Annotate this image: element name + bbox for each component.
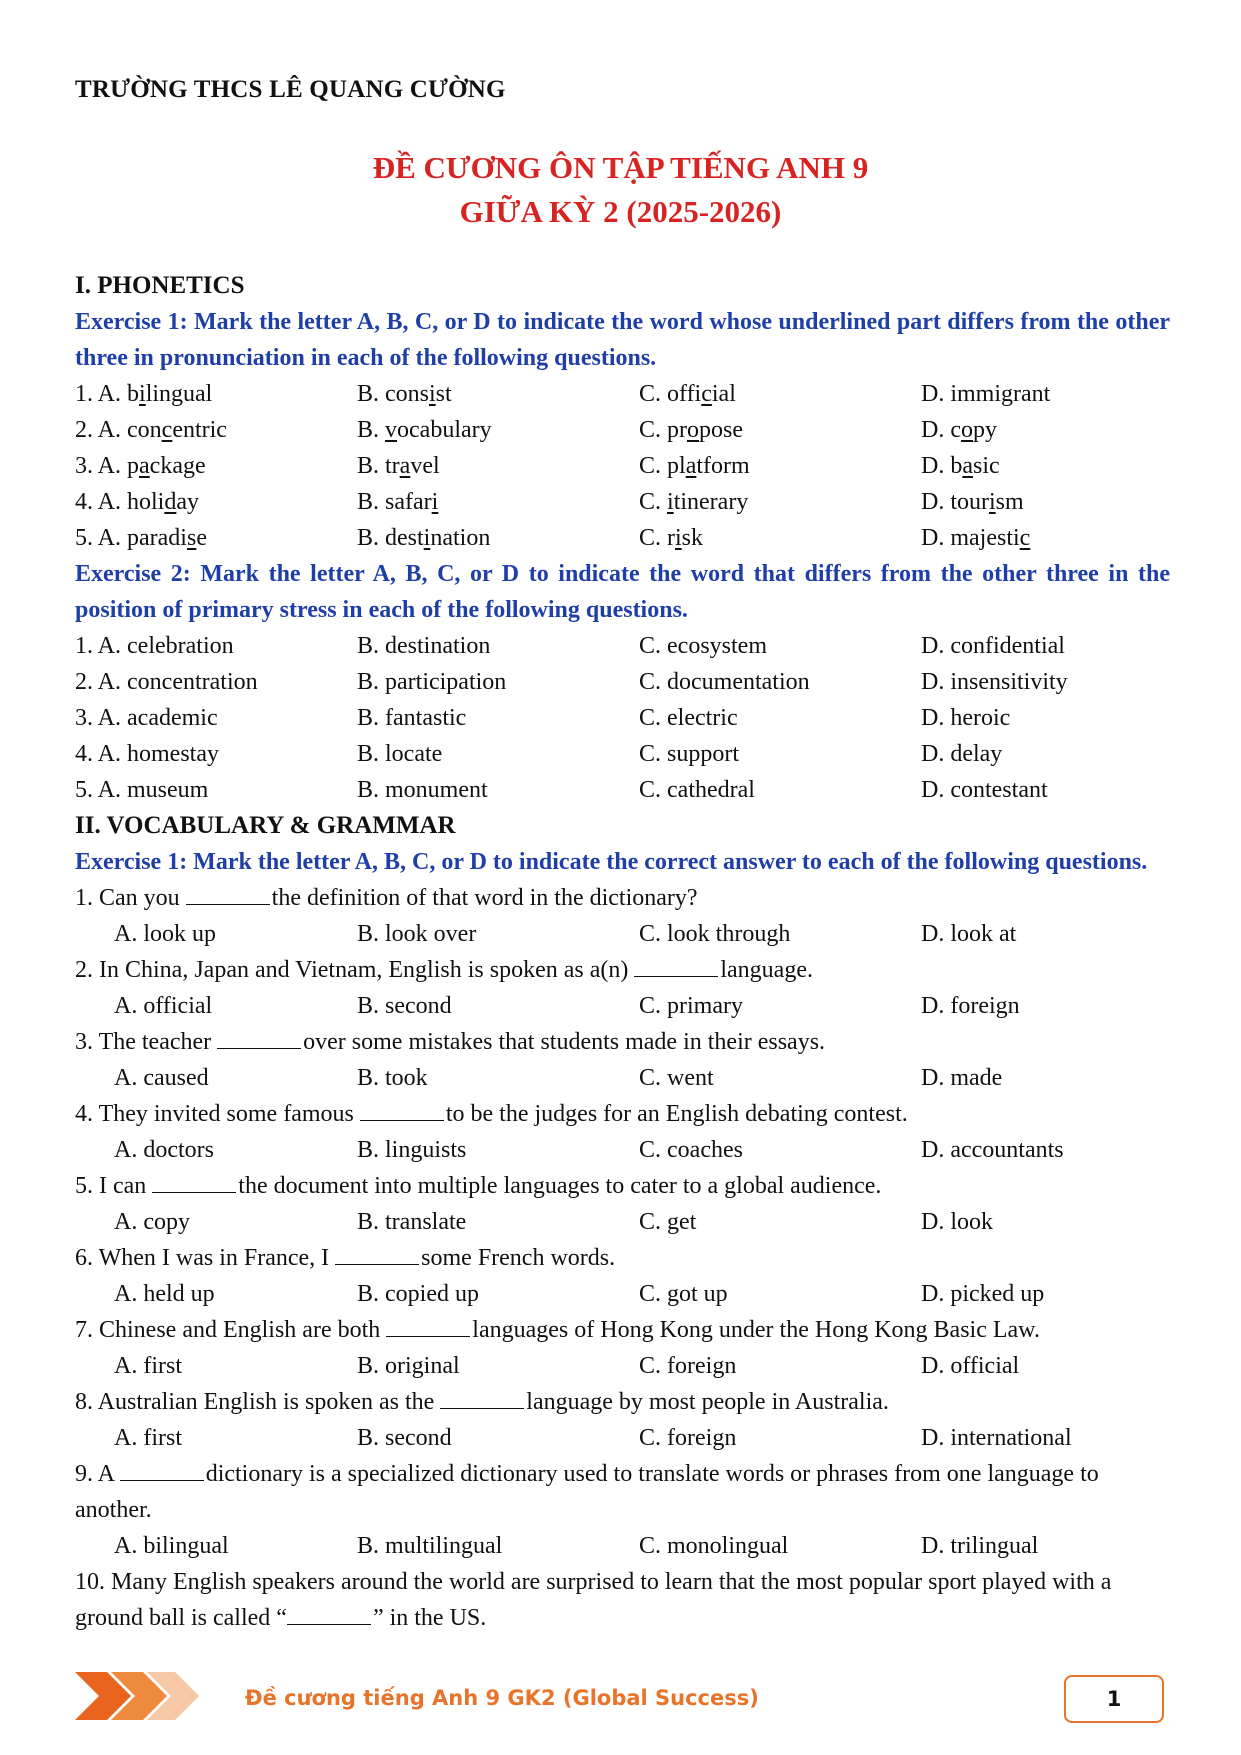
answer-option: B. safari	[357, 489, 439, 515]
vocab-questions	[75, 880, 1170, 1636]
exercise-1-instruction: Exercise 1: Mark the letter A, B, C, or D to indicate the word whose underlined part differs from the other three in pronunciation in each of the following questions.	[75, 309, 1170, 371]
question-text: 3. The teacher over some mistakes that students made in their essays.	[75, 1024, 1170, 1060]
answer-option: A. doctors	[114, 1137, 214, 1163]
answer-option: B. destination	[357, 525, 491, 551]
answer-option: C. support	[639, 741, 740, 767]
answer-option: A. first	[114, 1353, 182, 1379]
underlined-sound: g	[1001, 381, 1014, 407]
question-text: 4. They invited some famous to be the judges for an English debating contest.	[75, 1096, 1170, 1132]
question-row	[75, 376, 1170, 412]
options-row	[75, 1276, 1170, 1312]
answer-option: C. look through	[639, 921, 791, 947]
underlined-sound: i	[423, 525, 431, 551]
answer-option: C. monolingual	[639, 1533, 789, 1559]
options-row	[75, 988, 1170, 1024]
answer-option: B. vocabulary	[357, 417, 492, 443]
answer-option: B. look over	[357, 921, 477, 947]
phonetics-exercise-1	[75, 376, 1170, 556]
answer-option: D. delay	[921, 741, 1003, 767]
answer-option: A. copy	[114, 1209, 190, 1235]
answer-option: A. look up	[114, 921, 216, 947]
answer-option: B. took	[357, 1065, 428, 1091]
answer-option: C. got up	[639, 1281, 728, 1307]
question-row	[75, 412, 1170, 448]
answer-option: A. caused	[114, 1065, 209, 1091]
chevron-arrows-icon	[75, 1670, 215, 1722]
answer-option: C. official	[639, 381, 736, 407]
underlined-sound: a	[685, 453, 697, 479]
answer-option: B. copied up	[357, 1281, 479, 1307]
section-vocabulary-heading: II. VOCABULARY & GRAMMAR	[75, 812, 456, 839]
options-row	[75, 1132, 1170, 1168]
options-row	[75, 1420, 1170, 1456]
question-row	[75, 736, 1170, 772]
options-row	[75, 1204, 1170, 1240]
underlined-sound: s	[186, 525, 197, 551]
options-row	[75, 916, 1170, 952]
answer-option: 3. A. package	[75, 453, 206, 479]
answer-option: B. travel	[357, 453, 440, 479]
answer-option: C. propose	[639, 417, 743, 443]
exercise-2-instruction: Exercise 2: Mark the letter A, B, C, or D to indicate the word that differs from the other three in the position of primary stress in each of the following questions.	[75, 561, 1170, 623]
underlined-sound: i	[667, 489, 674, 515]
answer-blank	[217, 1026, 301, 1049]
phonetics-exercise-2	[75, 628, 1170, 808]
underlined-sound: a	[962, 453, 973, 479]
answer-blank	[120, 1458, 204, 1481]
answer-option: D. foreign	[921, 993, 1020, 1019]
answer-option: B. linguists	[357, 1137, 467, 1163]
answer-option: B. monument	[357, 777, 488, 803]
underlined-sound: c	[1019, 525, 1031, 551]
answer-option: C. primary	[639, 993, 743, 1019]
answer-option: D. international	[921, 1425, 1072, 1451]
answer-option: D. heroic	[921, 705, 1011, 731]
answer-option: C. platform	[639, 453, 750, 479]
answer-option: A. held up	[114, 1281, 215, 1307]
underlined-sound: v	[385, 417, 398, 443]
answer-blank	[634, 954, 718, 977]
answer-option: B. fantastic	[357, 705, 467, 731]
school-name: TRƯỜNG THCS LÊ QUANG CƯỜNG	[75, 76, 506, 103]
answer-blank	[287, 1602, 371, 1625]
underlined-sound: a	[139, 453, 150, 479]
answer-blank	[335, 1242, 419, 1265]
answer-option: A. official	[114, 993, 213, 1019]
answer-option: D. immigrant	[921, 381, 1051, 407]
options-row	[75, 1348, 1170, 1384]
question-text: 10. Many English speakers around the world are surprised to learn that the most popular sport played with a ground ball is called “ ” in the US.	[75, 1569, 1112, 1631]
answer-option: D. tourism	[921, 489, 1024, 515]
document-body	[75, 268, 1170, 1636]
answer-blank	[186, 882, 270, 905]
vocab-exercise-1-instruction: Exercise 1: Mark the letter A, B, C, or D to indicate the correct answer to each of the following questions.	[75, 849, 1148, 875]
answer-option: C. risk	[639, 525, 704, 551]
answer-option: D. confidential	[921, 633, 1065, 659]
question-text: 9. A dictionary is a specialized dictionary used to translate words or phrases from one language to another.	[75, 1456, 1170, 1528]
section-phonetics-heading: I. PHONETICS	[75, 272, 245, 299]
question-row	[75, 520, 1170, 556]
underlined-sound: o	[687, 417, 699, 443]
answer-option: C. went	[639, 1065, 714, 1091]
answer-option: D. copy	[921, 417, 997, 443]
answer-option: D. made	[921, 1065, 1003, 1091]
underlined-sound: o	[960, 417, 973, 443]
answer-option: 2. A. concentric	[75, 417, 227, 443]
answer-option: B. consist	[357, 381, 452, 407]
answer-option: C. electric	[639, 705, 738, 731]
answer-option: D. basic	[921, 453, 1000, 479]
underlined-sound: c	[161, 417, 173, 443]
answer-option: B. participation	[357, 669, 507, 695]
answer-option: D. look at	[921, 921, 1017, 947]
answer-blank	[386, 1314, 470, 1337]
question-row	[75, 484, 1170, 520]
question-text: 5. I can the document into multiple languages to cater to a global audience.	[75, 1168, 1170, 1204]
answer-option: B. destination	[357, 633, 491, 659]
answer-option: A. first	[114, 1425, 182, 1451]
question-text: 1. Can you the definition of that word in the dictionary?	[75, 880, 1170, 916]
question-text: 7. Chinese and English are both languages of Hong Kong under the Hong Kong Basic Law.	[75, 1312, 1170, 1348]
answer-option: B. multilingual	[357, 1533, 503, 1559]
answer-option: C. get	[639, 1209, 697, 1235]
underlined-sound: d	[164, 489, 177, 515]
answer-option: B. second	[357, 1425, 452, 1451]
answer-option: C. coaches	[639, 1137, 743, 1163]
options-row	[75, 1528, 1170, 1564]
answer-option: B. original	[357, 1353, 460, 1379]
answer-blank	[360, 1098, 444, 1121]
answer-option: 2. A. concentration	[75, 669, 258, 695]
answer-option: 5. A. museum	[75, 777, 209, 803]
answer-option: C. cathedral	[639, 777, 755, 803]
question-row	[75, 700, 1170, 736]
answer-option: 4. A. homestay	[75, 741, 219, 767]
answer-option: 5. A. paradise	[75, 525, 207, 551]
answer-option: B. second	[357, 993, 452, 1019]
answer-option: D. accountants	[921, 1137, 1064, 1163]
answer-option: C. ecosystem	[639, 633, 767, 659]
footer-title: Đề cương tiếng Anh 9 GK2 (Global Success)	[245, 1686, 759, 1710]
question-row	[75, 772, 1170, 808]
answer-option: 1. A. celebration	[75, 633, 234, 659]
answer-option: C. foreign	[639, 1425, 737, 1451]
answer-option: D. trilingual	[921, 1533, 1039, 1559]
underlined-sound: i	[139, 381, 146, 407]
underlined-sound: i	[431, 489, 439, 515]
answer-option: D. look	[921, 1209, 993, 1235]
answer-option: C. foreign	[639, 1353, 737, 1379]
page-footer	[0, 1670, 1241, 1730]
answer-option: D. majestic	[921, 525, 1031, 551]
answer-option: D. picked up	[921, 1281, 1045, 1307]
document-subtitle: GIỮA KỲ 2 (2025-2026)	[459, 194, 782, 229]
answer-option: 1. A. bilingual	[75, 381, 213, 407]
question-row	[75, 448, 1170, 484]
answer-option: C. documentation	[639, 669, 810, 695]
answer-option: D. insensitivity	[921, 669, 1068, 695]
answer-option: A. bilingual	[114, 1533, 229, 1559]
question-row	[75, 628, 1170, 664]
underlined-sound: i	[429, 381, 436, 407]
underlined-sound: c	[701, 381, 712, 407]
answer-blank	[152, 1170, 236, 1193]
answer-option: C. itinerary	[639, 489, 749, 515]
question-text: 8. Australian English is spoken as the language by most people in Australia.	[75, 1384, 1170, 1420]
question-text: 6. When I was in France, I some French words.	[75, 1240, 1170, 1276]
answer-option: D. official	[921, 1353, 1020, 1379]
question-text: 2. In China, Japan and Vietnam, English is spoken as a(n) language.	[75, 952, 1170, 988]
answer-option: 3. A. academic	[75, 705, 218, 731]
answer-option: B. locate	[357, 741, 443, 767]
answer-blank	[440, 1386, 524, 1409]
underlined-sound: a	[399, 453, 411, 479]
underlined-sound: i	[989, 489, 996, 515]
document-title: ĐỀ CƯƠNG ÔN TẬP TIẾNG ANH 9	[372, 150, 869, 185]
answer-option: D. contestant	[921, 777, 1048, 803]
question-row	[75, 664, 1170, 700]
page-number: 1	[1064, 1675, 1164, 1723]
answer-option: B. translate	[357, 1209, 467, 1235]
answer-option: 4. A. holiday	[75, 489, 199, 515]
underlined-sound: i	[675, 525, 682, 551]
options-row	[75, 1060, 1170, 1096]
